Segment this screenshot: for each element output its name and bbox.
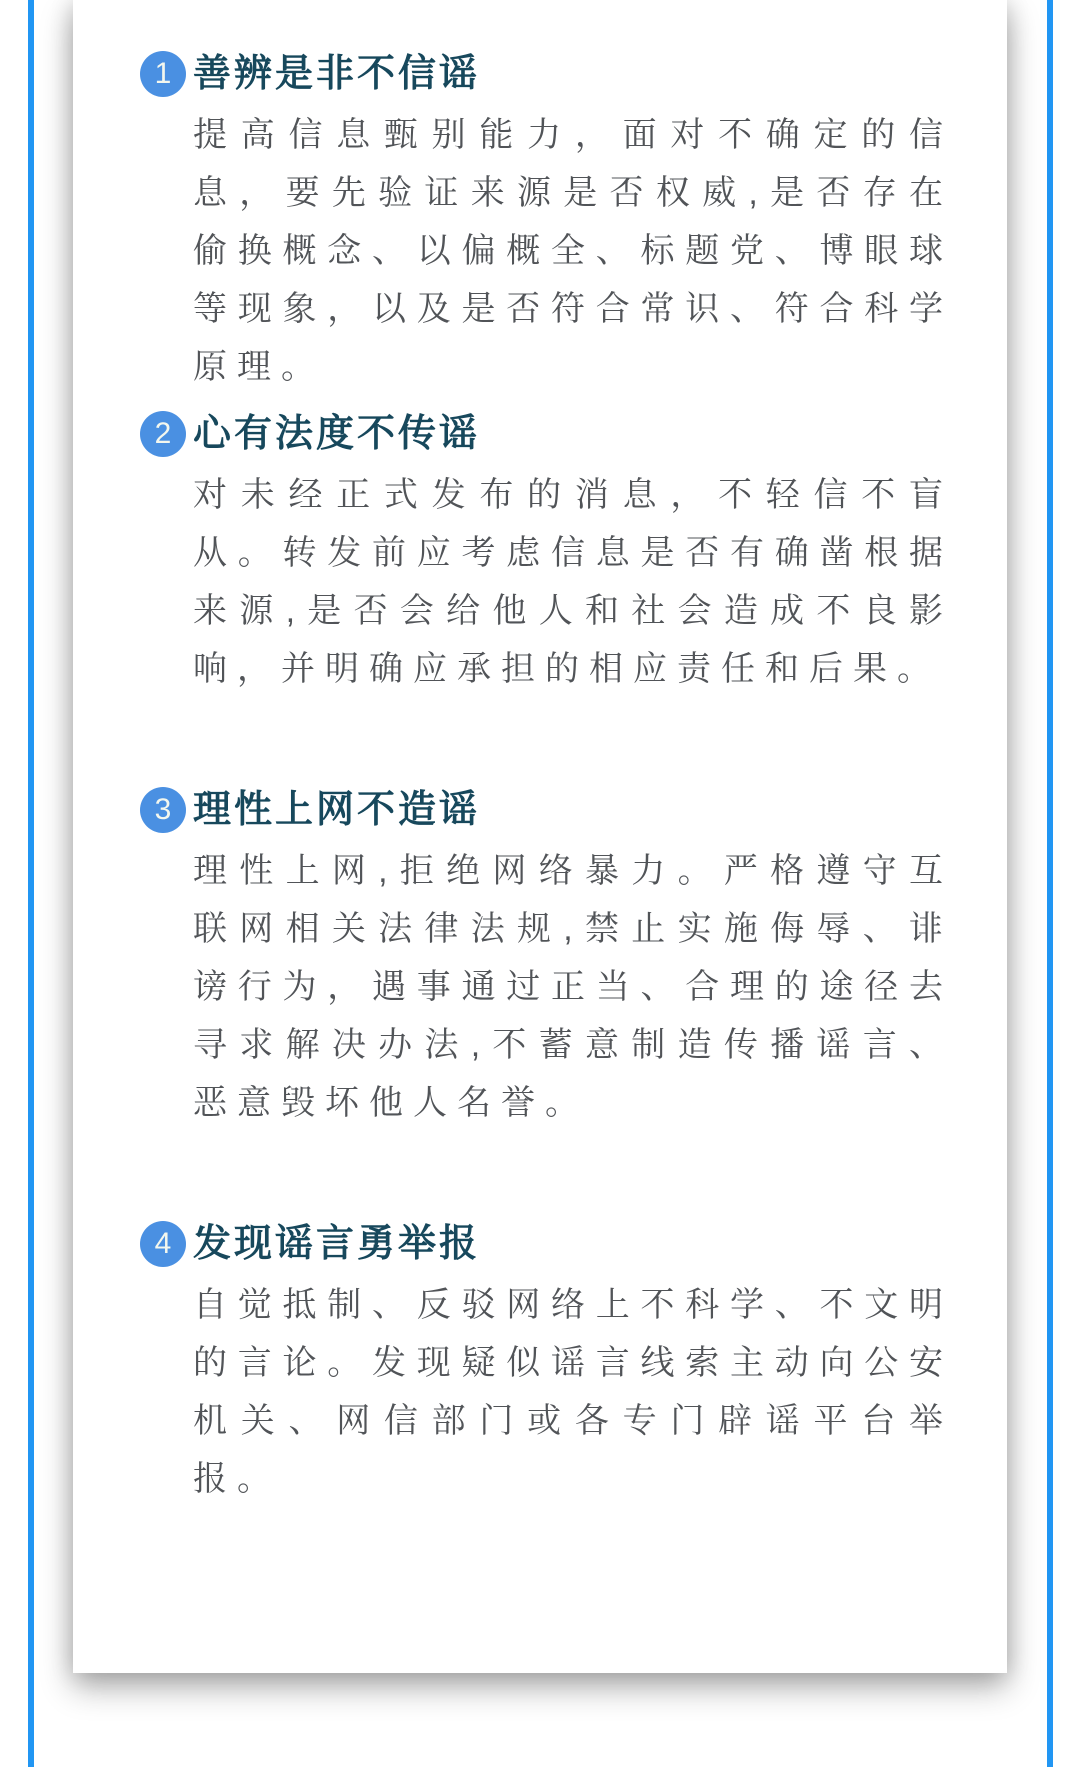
section-1-body: 提高信息甄别能力，面对不确定的信息，要先验证来源是否权威,是否存在偷换概念、以偏概全、标题党、博眼球等现象，以及是否符合常识、符合科学原理。: [193, 116, 953, 386]
section-4-body: 自觉抵制、反驳网络上不科学、不文明的言论。发现疑似谣言线索主动向公安机关、网信部门或各专门辟谣平台举报。: [193, 1286, 953, 1498]
section-2: [140, 410, 953, 698]
section-2-body: 对未经正式发布的消息，不轻信不盲从。转发前应考虑信息是否有确凿根据来源,是否会给他人和社会造成不良影响，并明确应承担的相应责任和后果。: [193, 476, 953, 688]
content-card: [73, 0, 1007, 1673]
left-accent-line: [28, 0, 34, 1767]
section-1: [140, 50, 953, 396]
section-4-number-badge: 4: [140, 1221, 186, 1267]
section-1-title: 善辨是非不信谣: [193, 53, 481, 95]
section-3-title: 理性上网不造谣: [193, 789, 481, 831]
section-2-header: [140, 410, 953, 458]
section-2-title: 心有法度不传谣: [193, 413, 481, 455]
section-1-header: [140, 50, 953, 98]
right-accent-line: [1047, 0, 1053, 1767]
section-3-number-badge: 3: [140, 787, 186, 833]
section-3-header: [140, 786, 953, 834]
section-1-number-badge: 1: [140, 51, 186, 97]
section-4: [140, 1220, 953, 1508]
section-2-number-badge: 2: [140, 411, 186, 457]
section-4-title: 发现谣言勇举报: [193, 1223, 481, 1265]
section-3-body: 理性上网,拒绝网络暴力。严格遵守互联网相关法律法规,禁止实施侮辱、诽谤行为，遇事通过正当、合理的途径去寻求解决办法,不蓄意制造传播谣言、恶意毁坏他人名誉。: [193, 852, 953, 1122]
section-4-header: [140, 1220, 953, 1268]
section-3: [140, 786, 953, 1132]
card-content: [73, 0, 1007, 1508]
